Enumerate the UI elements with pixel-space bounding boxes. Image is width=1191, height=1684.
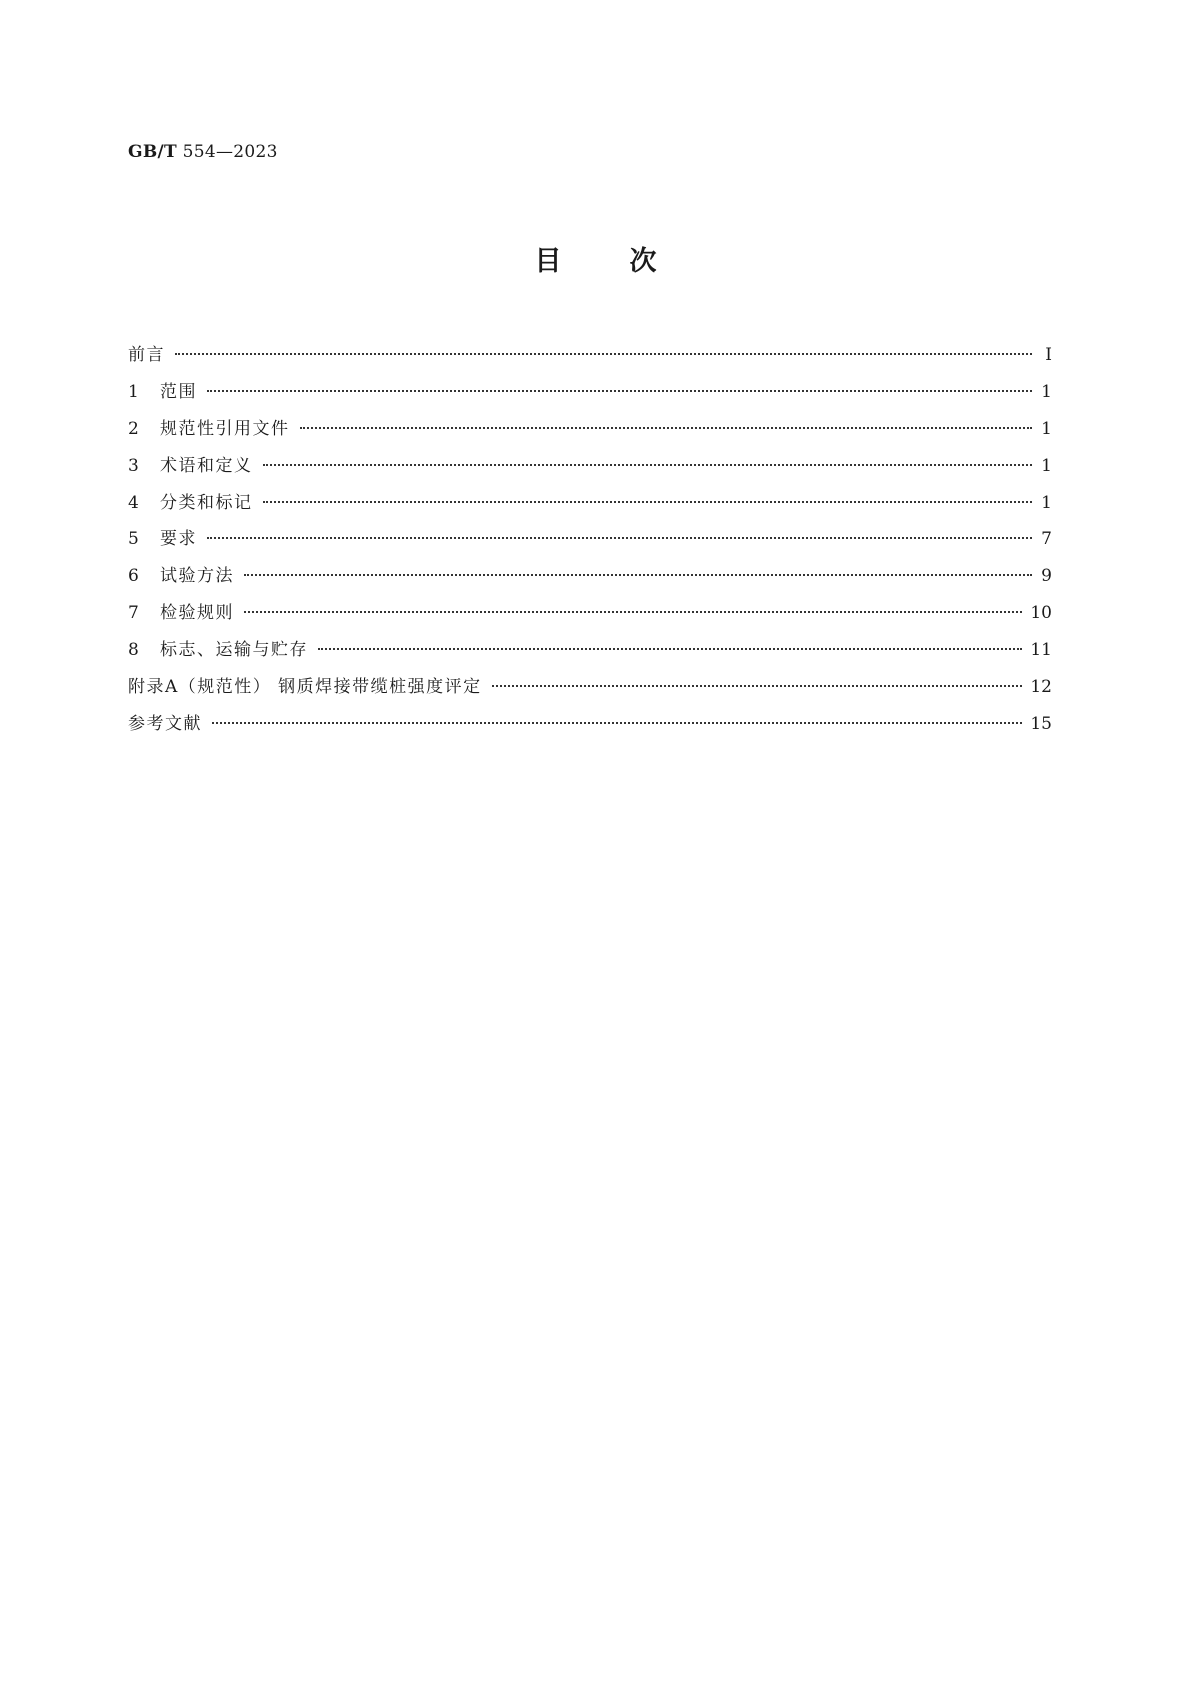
toc-entry-number: 7 <box>128 603 139 624</box>
toc-entry-normative-references[interactable] <box>128 412 1052 449</box>
toc-dot-leader <box>175 338 1032 360</box>
toc-dot-leader <box>300 412 1033 434</box>
toc-entry-label: 要求 <box>160 529 197 550</box>
toc-page-number: 1 <box>1041 492 1052 513</box>
toc-entry-number: 3 <box>128 455 139 476</box>
standard-code-prefix: GB/T <box>128 142 177 162</box>
toc-entry-label: 试验方法 <box>160 566 234 587</box>
toc-entry-number: 2 <box>128 418 139 439</box>
toc-entry-number: 4 <box>128 492 139 513</box>
toc-dot-leader <box>244 559 1032 581</box>
toc-page-number: 11 <box>1030 640 1052 661</box>
toc-dot-leader <box>207 522 1032 544</box>
toc-entry-inspection-rules[interactable] <box>128 596 1052 633</box>
toc-dot-leader <box>244 596 1022 618</box>
toc-entry-label: 前言 <box>128 345 165 365</box>
toc-entry-number: 1 <box>128 381 139 402</box>
toc-page-number: 1 <box>1041 418 1052 439</box>
toc-entry-test-methods[interactable] <box>128 559 1052 596</box>
toc-page-number: 7 <box>1041 529 1052 550</box>
toc-dot-leader <box>263 486 1033 508</box>
toc-page-number: 12 <box>1030 677 1052 698</box>
toc-dot-leader <box>492 670 1023 692</box>
toc-entry-classification-marking[interactable] <box>128 486 1052 523</box>
toc-entry-requirements[interactable] <box>128 522 1052 559</box>
toc-entry-bibliography[interactable] <box>128 707 1052 744</box>
toc-entry-label: 术语和定义 <box>160 455 253 476</box>
toc-dot-leader <box>207 375 1032 397</box>
toc-entry-label: 附录A（规范性） 钢质焊接带缆桩强度评定 <box>128 677 482 698</box>
toc-page-number: 1 <box>1041 455 1052 476</box>
toc-dot-leader <box>212 707 1022 729</box>
toc-dot-leader <box>318 633 1022 655</box>
toc-page-number: Ⅰ <box>1045 345 1052 365</box>
toc-page-number: 15 <box>1030 713 1052 734</box>
toc-entry-label: 标志、运输与贮存 <box>160 640 308 661</box>
toc-entry-number: 6 <box>128 566 139 587</box>
standard-code <box>128 142 278 162</box>
table-of-contents <box>128 338 1052 744</box>
toc-entry-terms-definitions[interactable] <box>128 449 1052 486</box>
toc-entry-number: 5 <box>128 529 139 550</box>
toc-entry-number: 8 <box>128 640 139 661</box>
toc-entry-label: 检验规则 <box>160 603 234 624</box>
toc-entry-foreword[interactable] <box>128 338 1052 375</box>
toc-entry-scope[interactable] <box>128 375 1052 412</box>
toc-entry-label: 范围 <box>160 381 197 402</box>
toc-entry-marking-transport-storage[interactable] <box>128 633 1052 670</box>
standard-code-number: 554—2023 <box>176 142 278 162</box>
toc-entry-label: 分类和标记 <box>160 492 253 513</box>
toc-dot-leader <box>263 449 1033 471</box>
page-title: 目次 <box>534 246 725 277</box>
toc-entry-label: 参考文献 <box>128 713 202 734</box>
toc-page-number: 1 <box>1041 381 1052 402</box>
toc-entry-label: 规范性引用文件 <box>160 418 290 439</box>
toc-page-number: 10 <box>1030 603 1052 624</box>
toc-page-number: 9 <box>1041 566 1052 587</box>
toc-entry-annex-a[interactable] <box>128 670 1052 707</box>
